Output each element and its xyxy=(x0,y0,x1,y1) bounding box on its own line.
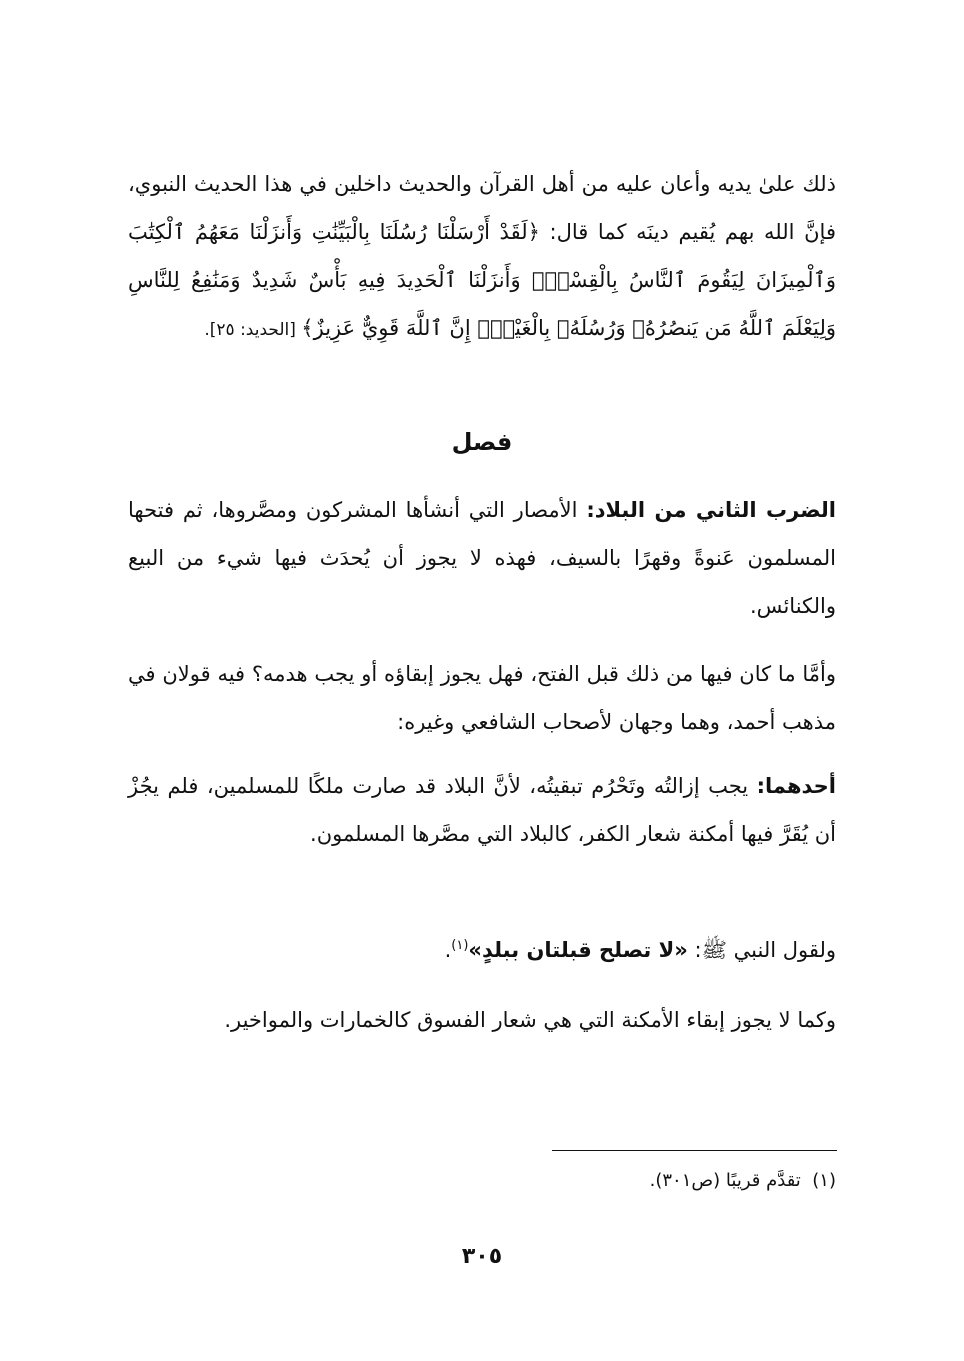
paragraph-taverns xyxy=(128,996,836,1044)
quran-verse: ﴿لَقَدْ أَرْسَلْنَا رُسُلَنَا بِالْبَيِّنَٰتِ وَأَنزَلْنَا مَعَهُمُ ٱلْكِتَٰبَ وَٱلْمِيزَانَ لِيَقُومَ ٱلنَّاسُ بِالْقِسْطِۖ وَأَنزَلْنَا ٱلْحَدِيدَ فِيهِ بَأْسٌ شَدِيدٌ وَمَنَٰفِعُ لِلنَّاسِ وَلِيَعْلَمَ ٱللَّهُ مَن يَنصُرُهُۥ وَرُسُلَهُۥ بِالْغَيْبِۚ إِنَّ ٱللَّهَ قَوِيٌّ عَزِيزٌ﴾ xyxy=(128,220,836,340)
paragraph-2-text: الأمصار التي أنشأها المشركون ومصَّروها، ثم فتحها المسلمون عَنوةً وقهرًا بالسيف، فهذه لا يجوز أن يُحدَث فيها شيء من البيع والكنائس. xyxy=(128,498,836,618)
paragraph-prophet-saying xyxy=(128,926,836,974)
page-number: ٣٠٥ xyxy=(461,1244,503,1269)
footnote-number: (١) xyxy=(812,1170,836,1191)
paragraph-1-text: ذلك علىٰ يديه وأعان عليه من أهل القرآن والحديث داخلين في هذا الحديث النبوي، فإنَّ الله بهم يُقيم دينَه كما قال: xyxy=(128,172,836,244)
paragraph-two-opinions xyxy=(128,650,836,746)
paragraph-5-text: ولقول النبي ﷺ: xyxy=(687,938,836,962)
section-heading: فصل xyxy=(451,428,513,456)
paragraph-6-text: وكما لا يجوز إبقاء الأمكنة التي هي شعار الفسوق كالخمارات والمواخير. xyxy=(224,1008,836,1032)
paragraph-first-opinion xyxy=(128,762,836,858)
paragraph-2-lead: الضرب الثاني من البلاد: xyxy=(586,498,836,522)
footnote-text: تقدَّم قريبًا (ص٣٠١). xyxy=(649,1170,801,1191)
footnote-divider xyxy=(552,1150,837,1151)
footnote xyxy=(128,1164,836,1198)
paragraph-hadith-intro xyxy=(128,160,836,354)
paragraph-5-end: . xyxy=(444,938,452,962)
paragraph-3-text: وأمَّا ما كان فيها من ذلك قبل الفتح، فهل يجوز إبقاؤه أو يجب هدمه؟ فيه قولان في مذهب أحمد، وهما وجهان لأصحاب الشافعي وغيره: xyxy=(128,662,836,734)
hadith-quote: «لا تصلح قبلتان ببلدٍ» xyxy=(468,938,688,962)
paragraph-4-text: يجب إزالتُه وتَحْرُم تبقيتُه، لأنَّ البلاد قد صارت ملكًا للمسلمين، فلم يجُزْ أن يُقَرَّ فيها أمكنة شعار الكفر، كالبلاد التي مصَّرها المسلمون. xyxy=(128,774,836,846)
quran-reference: [الحديد: ٢٥]. xyxy=(204,320,302,340)
paragraph-4-lead: أحدهما: xyxy=(756,774,836,798)
paragraph-second-type xyxy=(128,486,836,630)
footnote-marker[interactable]: (١) xyxy=(451,938,469,953)
